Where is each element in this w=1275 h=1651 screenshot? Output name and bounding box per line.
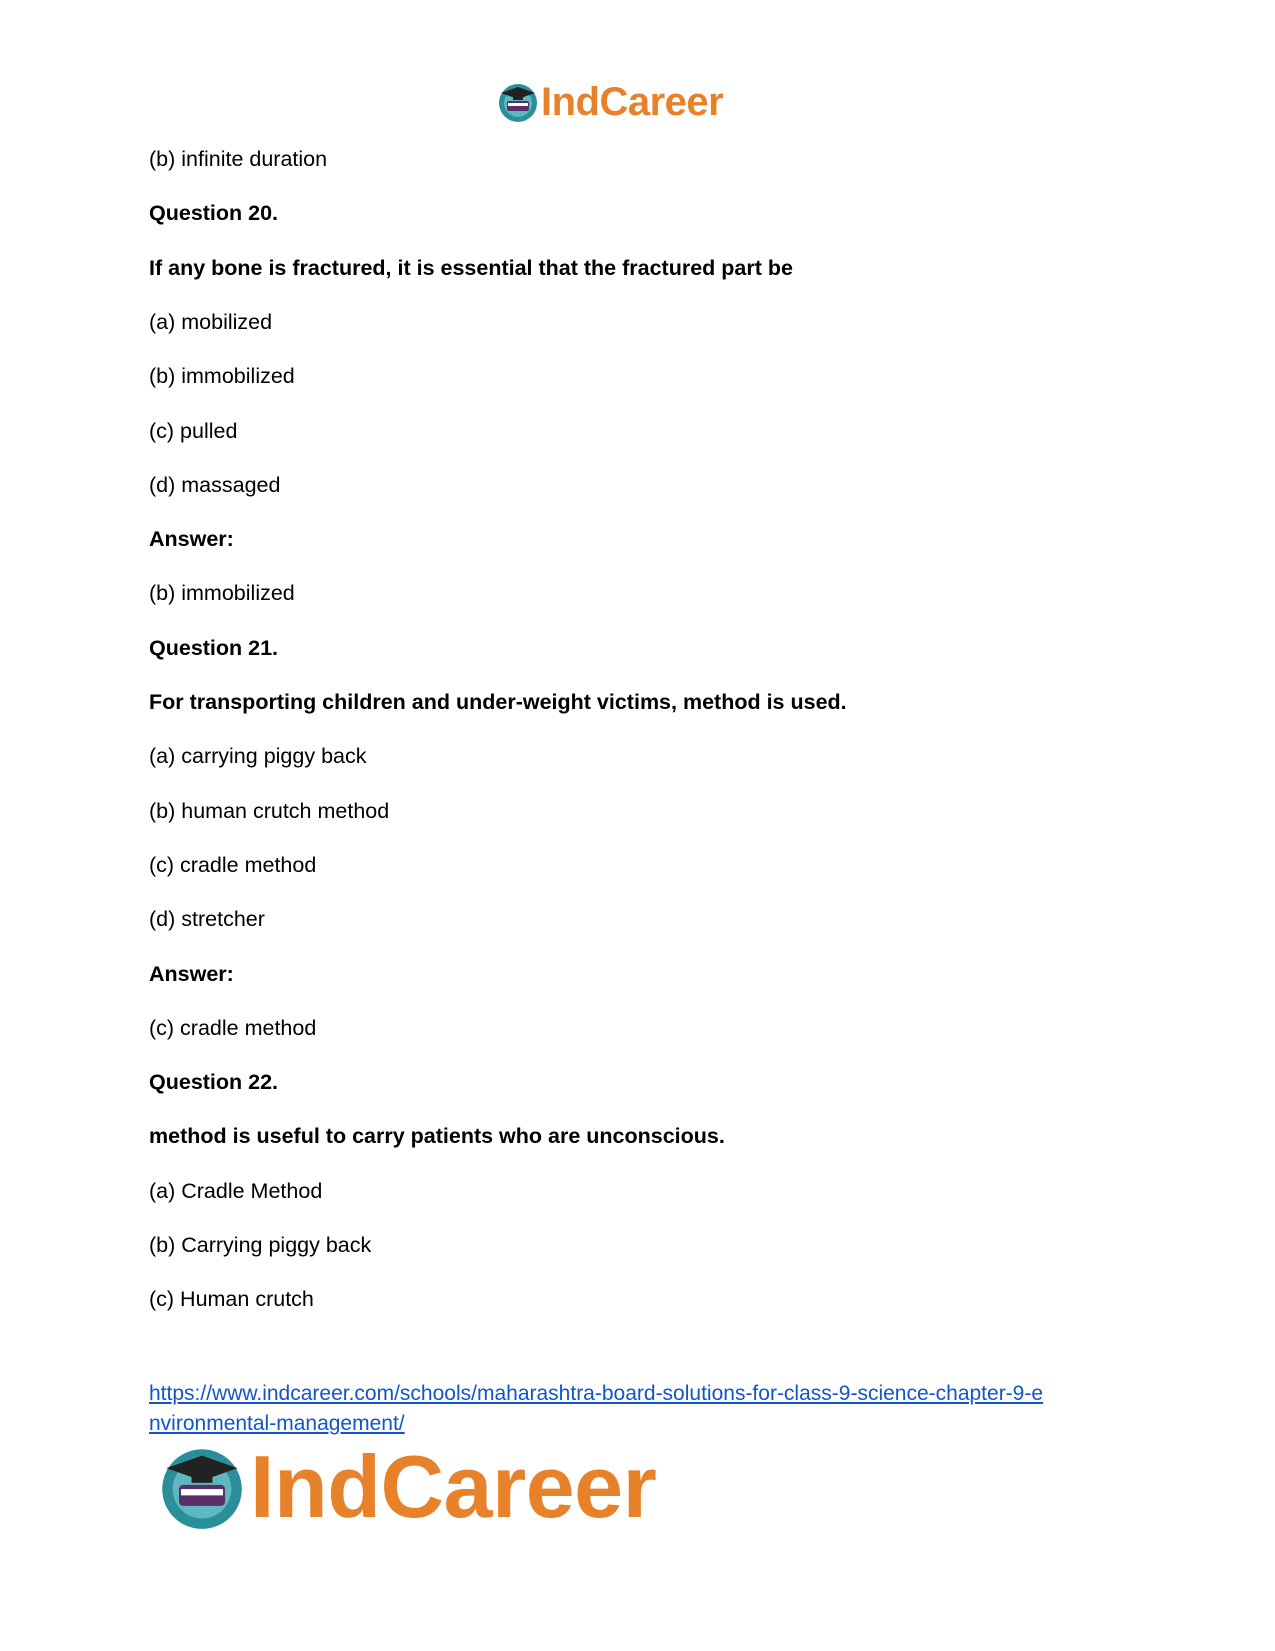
question-heading: For transporting children and under-weight victims, method is used. (149, 690, 847, 714)
answer-option: (c) cradle method (149, 852, 317, 877)
answer-option: (a) Cradle Method (149, 1178, 323, 1203)
answer-option: (c) pulled (149, 418, 238, 443)
answer-option: (a) mobilized (149, 309, 273, 334)
answer-option: (b) human crutch method (149, 798, 390, 823)
question-heading: Question 20. (149, 201, 279, 226)
question-heading: Question 21. (149, 635, 279, 660)
answer-option: (b) Carrying piggy back (149, 1233, 372, 1257)
answer-option: (d) stretcher (149, 907, 265, 932)
question-heading: If any bone is fractured, it is essential that the fractured part be (149, 255, 793, 280)
graduation-book-icon (158, 1443, 246, 1531)
question-heading: Answer: (149, 527, 234, 552)
footer-logo (158, 1437, 656, 1537)
graduation-book-icon (497, 81, 539, 123)
footer-logo-text: IndCareer (250, 1437, 657, 1536)
answer-option: (b) infinite duration (149, 147, 328, 171)
answer-option: (d) massaged (149, 472, 281, 497)
answer-option: (b) immobilized (149, 364, 295, 389)
header-logo-text: IndCareer (541, 79, 724, 124)
question-heading: Question 22. (149, 1070, 279, 1095)
answer-option: (b) immobilized (149, 581, 295, 606)
answer-option: (c) cradle method (149, 1015, 317, 1040)
question-heading: method is useful to carry patients who are unconscious. (149, 1124, 725, 1149)
question-heading: Answer: (149, 961, 234, 986)
answer-option: (c) Human crutch (149, 1287, 314, 1312)
answer-option: (a) carrying piggy back (149, 744, 367, 769)
source-link-line-2[interactable]: nvironmental-management/ (149, 1412, 405, 1435)
source-link-line-1[interactable]: https://www.indcareer.com/schools/maharashtra-board-solutions-for-class-9-science-chapter-9-e (149, 1382, 1044, 1405)
header-logo (497, 80, 723, 124)
